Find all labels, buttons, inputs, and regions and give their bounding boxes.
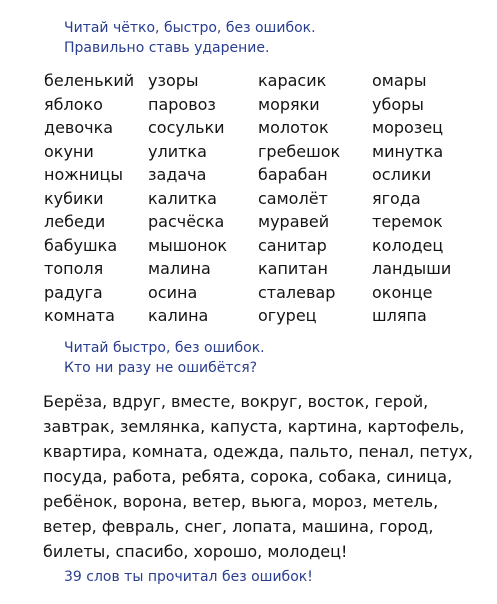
word-cell: омары xyxy=(372,71,427,90)
word-cell: паровоз xyxy=(148,94,216,114)
paragraph-line: ребёнок, ворона, ветер, вьюга, мороз, метель, xyxy=(43,492,439,511)
word-cell: комната xyxy=(44,306,115,325)
word-cell: ослики xyxy=(372,165,432,184)
word-cell: шляпа xyxy=(372,306,427,325)
word-cell: мышонок xyxy=(148,235,228,255)
word-cell: ягода xyxy=(372,188,421,208)
word-cell: муравей xyxy=(258,212,330,231)
word-cell: калина xyxy=(148,306,209,325)
footer-note: 39 слов ты прочитал без ошибок! xyxy=(64,569,313,585)
paragraph-line: завтрак, землянка, капуста, картина, картофель, xyxy=(43,417,465,436)
word-cell: лебеди xyxy=(44,212,106,231)
word-cell: барабан xyxy=(258,165,328,184)
word-cell: калитка xyxy=(148,188,217,208)
paragraph-line: квартира, комната, одежда, пальто, пенал, петух, xyxy=(43,442,473,461)
word-cell: кубики xyxy=(44,188,104,208)
word-row xyxy=(44,140,484,164)
word-cell: гребешок xyxy=(258,141,341,161)
word-cell: девочка xyxy=(44,118,114,137)
word-cell: минутка xyxy=(372,141,444,161)
word-cell: морозец xyxy=(372,118,444,137)
word-cell: сталевар xyxy=(258,282,336,302)
word-cell: тополя xyxy=(44,259,104,278)
word-cell: узоры xyxy=(148,71,199,90)
paragraph-line: Берёза, вдруг, вместе, вокруг, восток, герой, xyxy=(43,392,429,411)
word-cell: оконце xyxy=(372,282,433,302)
word-cell: колодец xyxy=(372,235,444,255)
word-row xyxy=(44,257,484,281)
instruction-line-read-clearly: Читай чётко, быстро, без ошибок. xyxy=(64,20,316,36)
word-cell: окуни xyxy=(44,141,94,161)
word-cell: теремок xyxy=(372,212,443,231)
paragraph-line: ветер, февраль, снег, лопата, машина, город, xyxy=(43,517,434,536)
word-cell: санитар xyxy=(258,235,327,255)
word-row xyxy=(44,234,484,258)
word-row xyxy=(44,281,484,305)
word-row xyxy=(44,304,484,328)
word-row xyxy=(44,93,484,117)
word-cell: осина xyxy=(148,282,198,302)
word-cell: улитка xyxy=(148,141,207,161)
word-cell: сосульки xyxy=(148,118,225,137)
word-cell: ландыши xyxy=(372,259,452,278)
word-cell: задача xyxy=(148,165,207,184)
word-cell: огурец xyxy=(258,306,317,325)
word-cell: бабушка xyxy=(44,235,118,255)
word-cell: капитан xyxy=(258,259,328,278)
word-row xyxy=(44,210,484,234)
paragraph-line: посуда, работа, ребята, сорока, собака, синица, xyxy=(43,467,453,486)
paragraph-line: билеты, спасибо, хорошо, молодец! xyxy=(43,542,348,561)
word-cell: беленький xyxy=(44,71,135,90)
word-row xyxy=(44,116,484,140)
word-cell: самолёт xyxy=(258,188,328,208)
word-cell: карасик xyxy=(258,71,327,90)
instruction-line-read-fast: Читай быстро, без ошибок. xyxy=(64,340,265,356)
word-row xyxy=(44,163,484,187)
word-cell: ножницы xyxy=(44,165,124,184)
word-table xyxy=(44,69,484,328)
instruction-heading-2 xyxy=(64,338,265,378)
word-cell: радуга xyxy=(44,282,103,302)
instruction-line-stress: Правильно ставь ударение. xyxy=(64,40,270,56)
word-row xyxy=(44,69,484,93)
word-cell: расчёска xyxy=(148,212,225,231)
instruction-line-question: Кто ни разу не ошибётся? xyxy=(64,360,258,376)
word-row xyxy=(44,187,484,211)
word-cell: уборы xyxy=(372,94,424,114)
instruction-heading-1 xyxy=(64,18,316,58)
word-cell: молоток xyxy=(258,118,329,137)
word-paragraph xyxy=(43,389,488,564)
word-cell: моряки xyxy=(258,94,320,114)
word-cell: яблоко xyxy=(44,94,103,114)
word-cell: малина xyxy=(148,259,211,278)
